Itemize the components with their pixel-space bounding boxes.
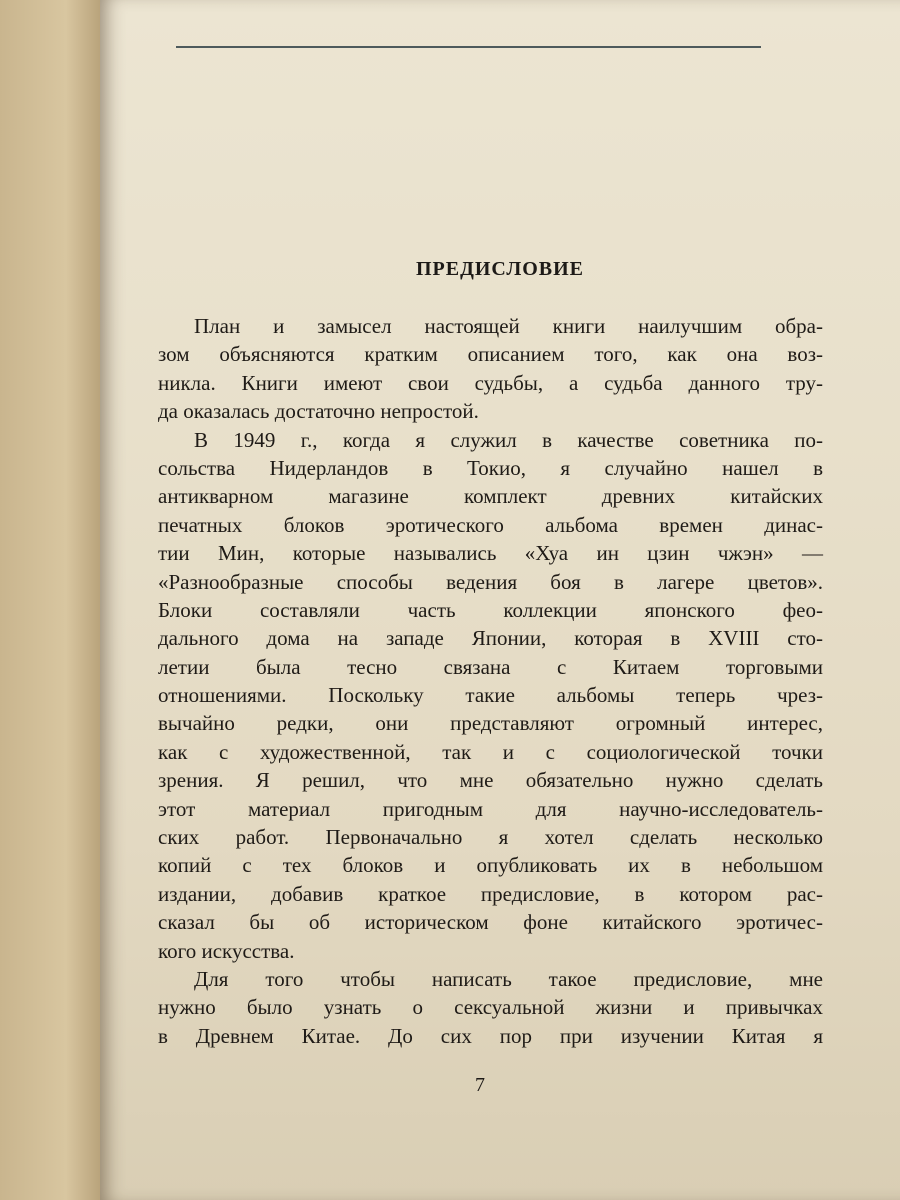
text-line: План и замысел настоящей книги наилучшим обра- xyxy=(194,314,823,338)
book-page xyxy=(100,0,900,1200)
text-line: «Разнообразные способы ведения боя в лагере цветов». xyxy=(158,569,823,594)
text-line: дального дома на западе Японии, которая в XVIII сто- xyxy=(158,626,823,651)
body-text xyxy=(158,312,823,1050)
text-line: нужно было узнать о сексуальной жизни и привычках xyxy=(158,995,823,1020)
header-rule xyxy=(176,46,761,48)
text-line: тии Мин, которые назывались «Хуа ин цзин чжэн» — xyxy=(158,541,823,566)
text-line: сольства Нидерландов в Токио, я случайно нашел в xyxy=(158,455,823,480)
text-line: копий с тех блоков и опубликовать их в небольшом xyxy=(158,853,823,878)
text-line: В 1949 г., когда я служил в качестве советника по- xyxy=(194,427,823,452)
text-line: вычайно редки, они представляют огромный интерес, xyxy=(158,711,823,736)
text-line: да оказалась достаточно непростой. xyxy=(158,399,479,424)
text-line: издании, добавив краткое предисловие, в котором рас- xyxy=(158,881,823,906)
text-line: никла. Книги имеют свои судьбы, а судьба данного тру- xyxy=(158,370,823,395)
text-line: Блоки составляли часть коллекции японского фео- xyxy=(158,597,823,622)
text-line: этот материал пригодным для научно-исследователь- xyxy=(158,796,823,821)
text-line: сказал бы об историческом фоне китайского эротичес- xyxy=(158,910,823,935)
text-line: антикварном магазине комплект древних китайских xyxy=(158,484,823,509)
text-line: в Древнем Китае. До сих пор при изучении Китая я xyxy=(158,1023,823,1048)
text-line: отношениями. Поскольку такие альбомы теперь чрез- xyxy=(158,683,823,708)
text-line: зрения. Я решил, что мне обязательно нужно сделать xyxy=(158,768,823,793)
facing-page-edge xyxy=(0,0,110,1200)
text-line: ских работ. Первоначально я хотел сделать несколько xyxy=(158,825,823,850)
text-line: Для того чтобы написать такое предисловие, мне xyxy=(194,966,823,991)
page-number: 7 xyxy=(475,1074,485,1096)
text-line: печатных блоков эротического альбома времен динас- xyxy=(158,512,823,537)
text-line: зом объясняются кратким описанием того, как она воз- xyxy=(158,342,823,367)
text-line: кого искусства. xyxy=(158,938,295,963)
text-line: летии была тесно связана с Китаем торговыми xyxy=(158,654,823,679)
text-line: как с художественной, так и с социологической точки xyxy=(158,739,823,764)
chapter-heading: ПРЕДИСЛОВИЕ xyxy=(415,258,585,280)
